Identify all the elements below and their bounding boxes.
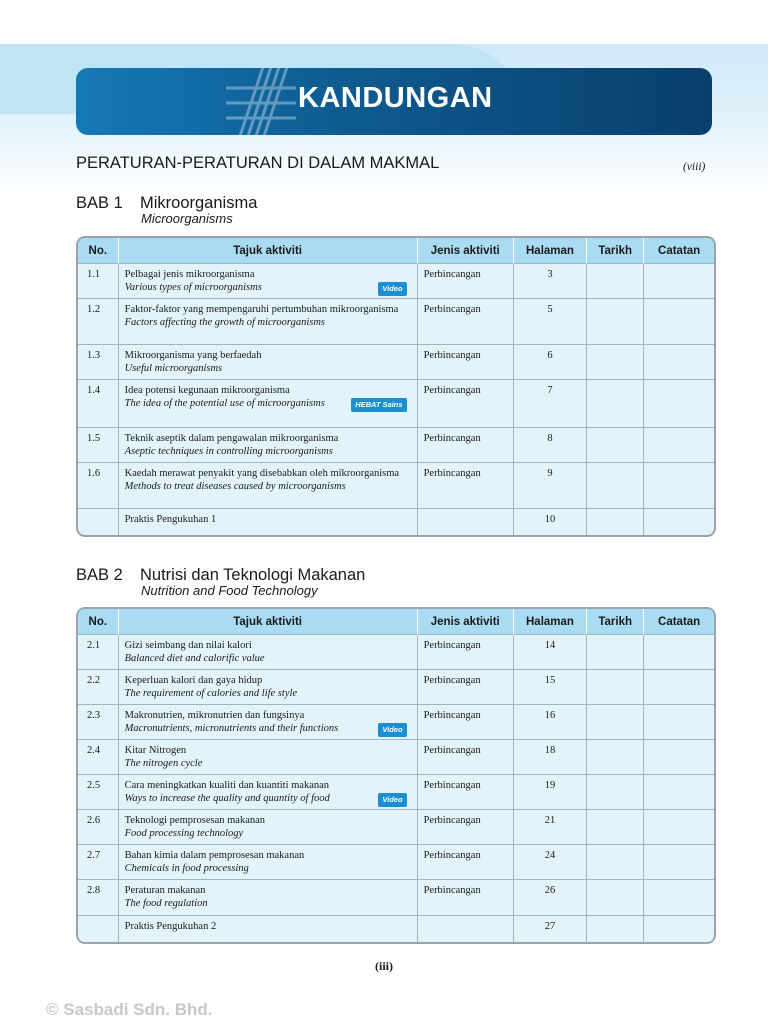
table-row[interactable] <box>78 810 714 845</box>
table-row[interactable] <box>78 635 714 670</box>
activity-title: Gizi seimbang dan nilai kalori <box>124 640 252 651</box>
activity-type: Perbincangan <box>417 845 513 880</box>
date-cell <box>587 880 644 916</box>
activity-title-wrap <box>125 350 411 375</box>
notes-cell <box>644 299 714 345</box>
activity-title-english: Macronutrients, micronutrients and their functions <box>124 722 339 734</box>
activity-page: 27 <box>513 916 586 942</box>
activity-page: 24 <box>513 845 586 880</box>
activity-number: 1.6 <box>78 463 118 509</box>
date-cell <box>587 775 644 810</box>
chapter-1-subtitle: Microorganisms <box>141 211 233 226</box>
activity-number: 1.1 <box>78 264 118 299</box>
activity-title-cell <box>118 509 417 535</box>
activity-title-english: Chemicals in food processing <box>124 862 249 874</box>
title-banner <box>76 68 712 135</box>
activity-title-wrap <box>125 269 411 294</box>
video-badge[interactable]: Video <box>378 282 406 297</box>
table-row[interactable] <box>78 509 714 535</box>
column-header: Tarikh <box>587 609 644 635</box>
activity-title-wrap <box>125 304 411 329</box>
chapter-2-rows <box>78 635 714 942</box>
activity-type: Perbincangan <box>417 705 513 740</box>
activity-title-english: The nitrogen cycle <box>124 757 203 769</box>
notes-cell <box>644 380 714 428</box>
activity-type: Perbincangan <box>417 775 513 810</box>
activity-title-english: The idea of the potential use of microorganisms <box>124 397 325 409</box>
activity-title-wrap <box>125 780 411 805</box>
date-cell <box>587 345 644 380</box>
activity-title-english: The food regulation <box>124 897 208 909</box>
activity-title-wrap <box>125 850 411 875</box>
activity-page: 14 <box>513 635 586 670</box>
column-header: Tajuk aktiviti <box>118 238 417 264</box>
activity-type: Perbincangan <box>417 463 513 509</box>
activity-title-wrap <box>125 675 411 700</box>
activity-title-wrap <box>125 640 411 665</box>
activity-title-english: Food processing technology <box>124 827 244 839</box>
table-row[interactable] <box>78 670 714 705</box>
table-row[interactable] <box>78 740 714 775</box>
notes-cell <box>644 428 714 463</box>
activity-title: Cara meningkatkan kualiti dan kuantiti makanan <box>124 780 330 791</box>
activity-number: 2.5 <box>78 775 118 810</box>
activity-title: Mikroorganisma yang berfaedah <box>124 350 262 361</box>
activity-title: Pelbagai jenis mikroorganisma <box>124 269 255 280</box>
activity-number: 1.4 <box>78 380 118 428</box>
table-header-row <box>78 238 714 264</box>
table-header-row <box>78 609 714 635</box>
lab-rules-page: (viii) <box>683 161 706 173</box>
activity-page: 26 <box>513 880 586 916</box>
activity-title: Kaedah merawat penyakit yang disebabkan oleh mikroorganisma <box>124 468 400 479</box>
column-header: Tarikh <box>587 238 644 264</box>
activity-title-wrap <box>125 385 411 410</box>
date-cell <box>587 463 644 509</box>
activity-title-english: Various types of microorganisms <box>124 281 262 293</box>
date-cell <box>587 509 644 535</box>
table-row[interactable] <box>78 380 714 428</box>
chapter-2-label: BAB 2 <box>76 566 123 584</box>
activity-number: 1.2 <box>78 299 118 345</box>
activity-title-cell <box>118 380 417 428</box>
date-cell <box>587 810 644 845</box>
notes-cell <box>644 463 714 509</box>
activity-title: Praktis Pengukuhan 1 <box>124 514 217 525</box>
column-header: Jenis aktiviti <box>417 609 513 635</box>
notes-cell <box>644 740 714 775</box>
activity-title-cell <box>118 916 417 942</box>
activity-title-wrap <box>125 745 411 770</box>
activity-type: Perbincangan <box>417 635 513 670</box>
activity-title-cell <box>118 705 417 740</box>
activity-title: Keperluan kalori dan gaya hidup <box>124 675 263 686</box>
activity-page: 8 <box>513 428 586 463</box>
activity-type: Perbincangan <box>417 740 513 775</box>
notes-cell <box>644 810 714 845</box>
table-row[interactable] <box>78 916 714 942</box>
notes-cell <box>644 670 714 705</box>
date-cell <box>587 670 644 705</box>
activity-title-cell <box>118 428 417 463</box>
activity-number: 2.6 <box>78 810 118 845</box>
activity-title: Makronutrien, mikronutrien dan fungsinya <box>124 710 305 721</box>
table-row[interactable] <box>78 463 714 509</box>
activity-title-english: Ways to increase the quality and quantity of food <box>124 792 330 804</box>
activity-type: Perbincangan <box>417 380 513 428</box>
activity-page: 9 <box>513 463 586 509</box>
activity-title: Praktis Pengukuhan 2 <box>124 921 217 932</box>
activity-page: 16 <box>513 705 586 740</box>
activity-number <box>78 509 118 535</box>
activity-title: Kitar Nitrogen <box>124 745 187 756</box>
activity-title: Faktor-faktor yang mempengaruhi pertumbuhan mikroorganisma <box>124 304 399 315</box>
activity-page: 7 <box>513 380 586 428</box>
activity-number: 2.7 <box>78 845 118 880</box>
date-cell <box>587 845 644 880</box>
notes-cell <box>644 775 714 810</box>
column-header: Tajuk aktiviti <box>118 609 417 635</box>
notes-cell <box>644 880 714 916</box>
activity-number <box>78 916 118 942</box>
activity-title-wrap <box>125 468 411 493</box>
activity-title-wrap <box>125 514 411 527</box>
column-header: Jenis aktiviti <box>417 238 513 264</box>
column-header: Catatan <box>644 609 714 635</box>
activity-title-english: The requirement of calories and life style <box>124 687 298 699</box>
activity-page: 3 <box>513 264 586 299</box>
activity-number: 2.8 <box>78 880 118 916</box>
table-row[interactable] <box>78 880 714 916</box>
hebat-sains-badge[interactable]: HEBAT Sains <box>351 398 406 413</box>
date-cell <box>587 380 644 428</box>
table-row[interactable] <box>78 345 714 380</box>
activity-number: 1.5 <box>78 428 118 463</box>
chapter-2-subtitle: Nutrition and Food Technology <box>141 583 318 598</box>
activity-page: 21 <box>513 810 586 845</box>
activity-type: Perbincangan <box>417 428 513 463</box>
activity-title-english: Useful microorganisms <box>124 362 223 374</box>
activity-title-cell <box>118 810 417 845</box>
column-header: Halaman <box>513 238 586 264</box>
activity-type <box>417 916 513 942</box>
chapter-2-title: Nutrisi dan Teknologi Makanan <box>140 566 366 584</box>
activity-title-cell <box>118 264 417 299</box>
notes-cell <box>644 705 714 740</box>
table-row[interactable] <box>78 299 714 345</box>
notes-cell <box>644 264 714 299</box>
activity-title-english: Aseptic techniques in controlling microorganisms <box>124 445 333 457</box>
date-cell <box>587 264 644 299</box>
activity-type: Perbincangan <box>417 670 513 705</box>
notes-cell <box>644 635 714 670</box>
activity-title-cell <box>118 845 417 880</box>
column-header: Halaman <box>513 609 586 635</box>
column-header: No. <box>78 238 118 264</box>
notes-cell <box>644 916 714 942</box>
date-cell <box>587 740 644 775</box>
date-cell <box>587 916 644 942</box>
activity-title-cell <box>118 299 417 345</box>
activity-title: Idea potensi kegunaan mikroorganisma <box>124 385 290 396</box>
chapter-1-table <box>76 236 716 537</box>
video-badge[interactable]: Video <box>378 793 406 808</box>
column-header: No. <box>78 609 118 635</box>
activity-title-cell <box>118 635 417 670</box>
activity-title-cell <box>118 670 417 705</box>
date-cell <box>587 428 644 463</box>
activity-title-wrap <box>125 433 411 458</box>
activity-title-wrap <box>125 885 411 910</box>
activity-number: 2.4 <box>78 740 118 775</box>
column-header: Catatan <box>644 238 714 264</box>
activity-title: Peraturan makanan <box>124 885 206 896</box>
video-badge[interactable]: Video <box>378 723 406 738</box>
activity-type: Perbincangan <box>417 880 513 916</box>
activity-number: 1.3 <box>78 345 118 380</box>
activity-title-cell <box>118 775 417 810</box>
activity-title-cell <box>118 463 417 509</box>
date-cell <box>587 705 644 740</box>
activity-number: 2.2 <box>78 670 118 705</box>
activity-number: 2.1 <box>78 635 118 670</box>
page-number: (iii) <box>375 959 393 973</box>
page-title: KANDUNGAN <box>298 82 493 114</box>
stripe-decoration-icon <box>226 68 296 135</box>
copyright-notice: © Sasbadi Sdn. Bhd. <box>46 1000 213 1019</box>
activity-type: Perbincangan <box>417 299 513 345</box>
activity-page: 6 <box>513 345 586 380</box>
activity-title: Teknologi pemprosesan makanan <box>124 815 266 826</box>
notes-cell <box>644 845 714 880</box>
table-row[interactable] <box>78 705 714 740</box>
activity-title-english: Factors affecting the growth of microorganisms <box>124 316 325 328</box>
date-cell <box>587 299 644 345</box>
notes-cell <box>644 509 714 535</box>
activity-title: Bahan kimia dalam pemprosesan makanan <box>124 850 305 861</box>
chapter-2-table <box>76 607 716 944</box>
notes-cell <box>644 345 714 380</box>
chapter-1-rows <box>78 264 714 535</box>
activity-type <box>417 509 513 535</box>
activity-page: 5 <box>513 299 586 345</box>
activity-title-wrap <box>125 921 411 934</box>
activity-type: Perbincangan <box>417 264 513 299</box>
activity-type: Perbincangan <box>417 345 513 380</box>
activity-title-wrap <box>125 710 411 735</box>
activity-type: Perbincangan <box>417 810 513 845</box>
date-cell <box>587 635 644 670</box>
activity-page: 10 <box>513 509 586 535</box>
activity-title-cell <box>118 345 417 380</box>
table-row[interactable] <box>78 775 714 810</box>
chapter-1-label: BAB 1 <box>76 194 123 212</box>
activity-number: 2.3 <box>78 705 118 740</box>
activity-page: 15 <box>513 670 586 705</box>
activity-page: 18 <box>513 740 586 775</box>
activity-title-english: Methods to treat diseases caused by microorganisms <box>124 480 346 492</box>
activity-title: Teknik aseptik dalam pengawalan mikroorganisma <box>124 433 339 444</box>
activity-title-cell <box>118 880 417 916</box>
activity-title-wrap <box>125 815 411 840</box>
activity-title-cell <box>118 740 417 775</box>
chapter-1-title: Mikroorganisma <box>140 194 258 212</box>
table-row[interactable] <box>78 845 714 880</box>
table-row[interactable] <box>78 264 714 299</box>
activity-page: 19 <box>513 775 586 810</box>
table-row[interactable] <box>78 428 714 463</box>
lab-rules-entry[interactable]: PERATURAN-PERATURAN DI DALAM MAKMAL <box>76 154 440 172</box>
activity-title-english: Balanced diet and calorific value <box>124 652 265 664</box>
